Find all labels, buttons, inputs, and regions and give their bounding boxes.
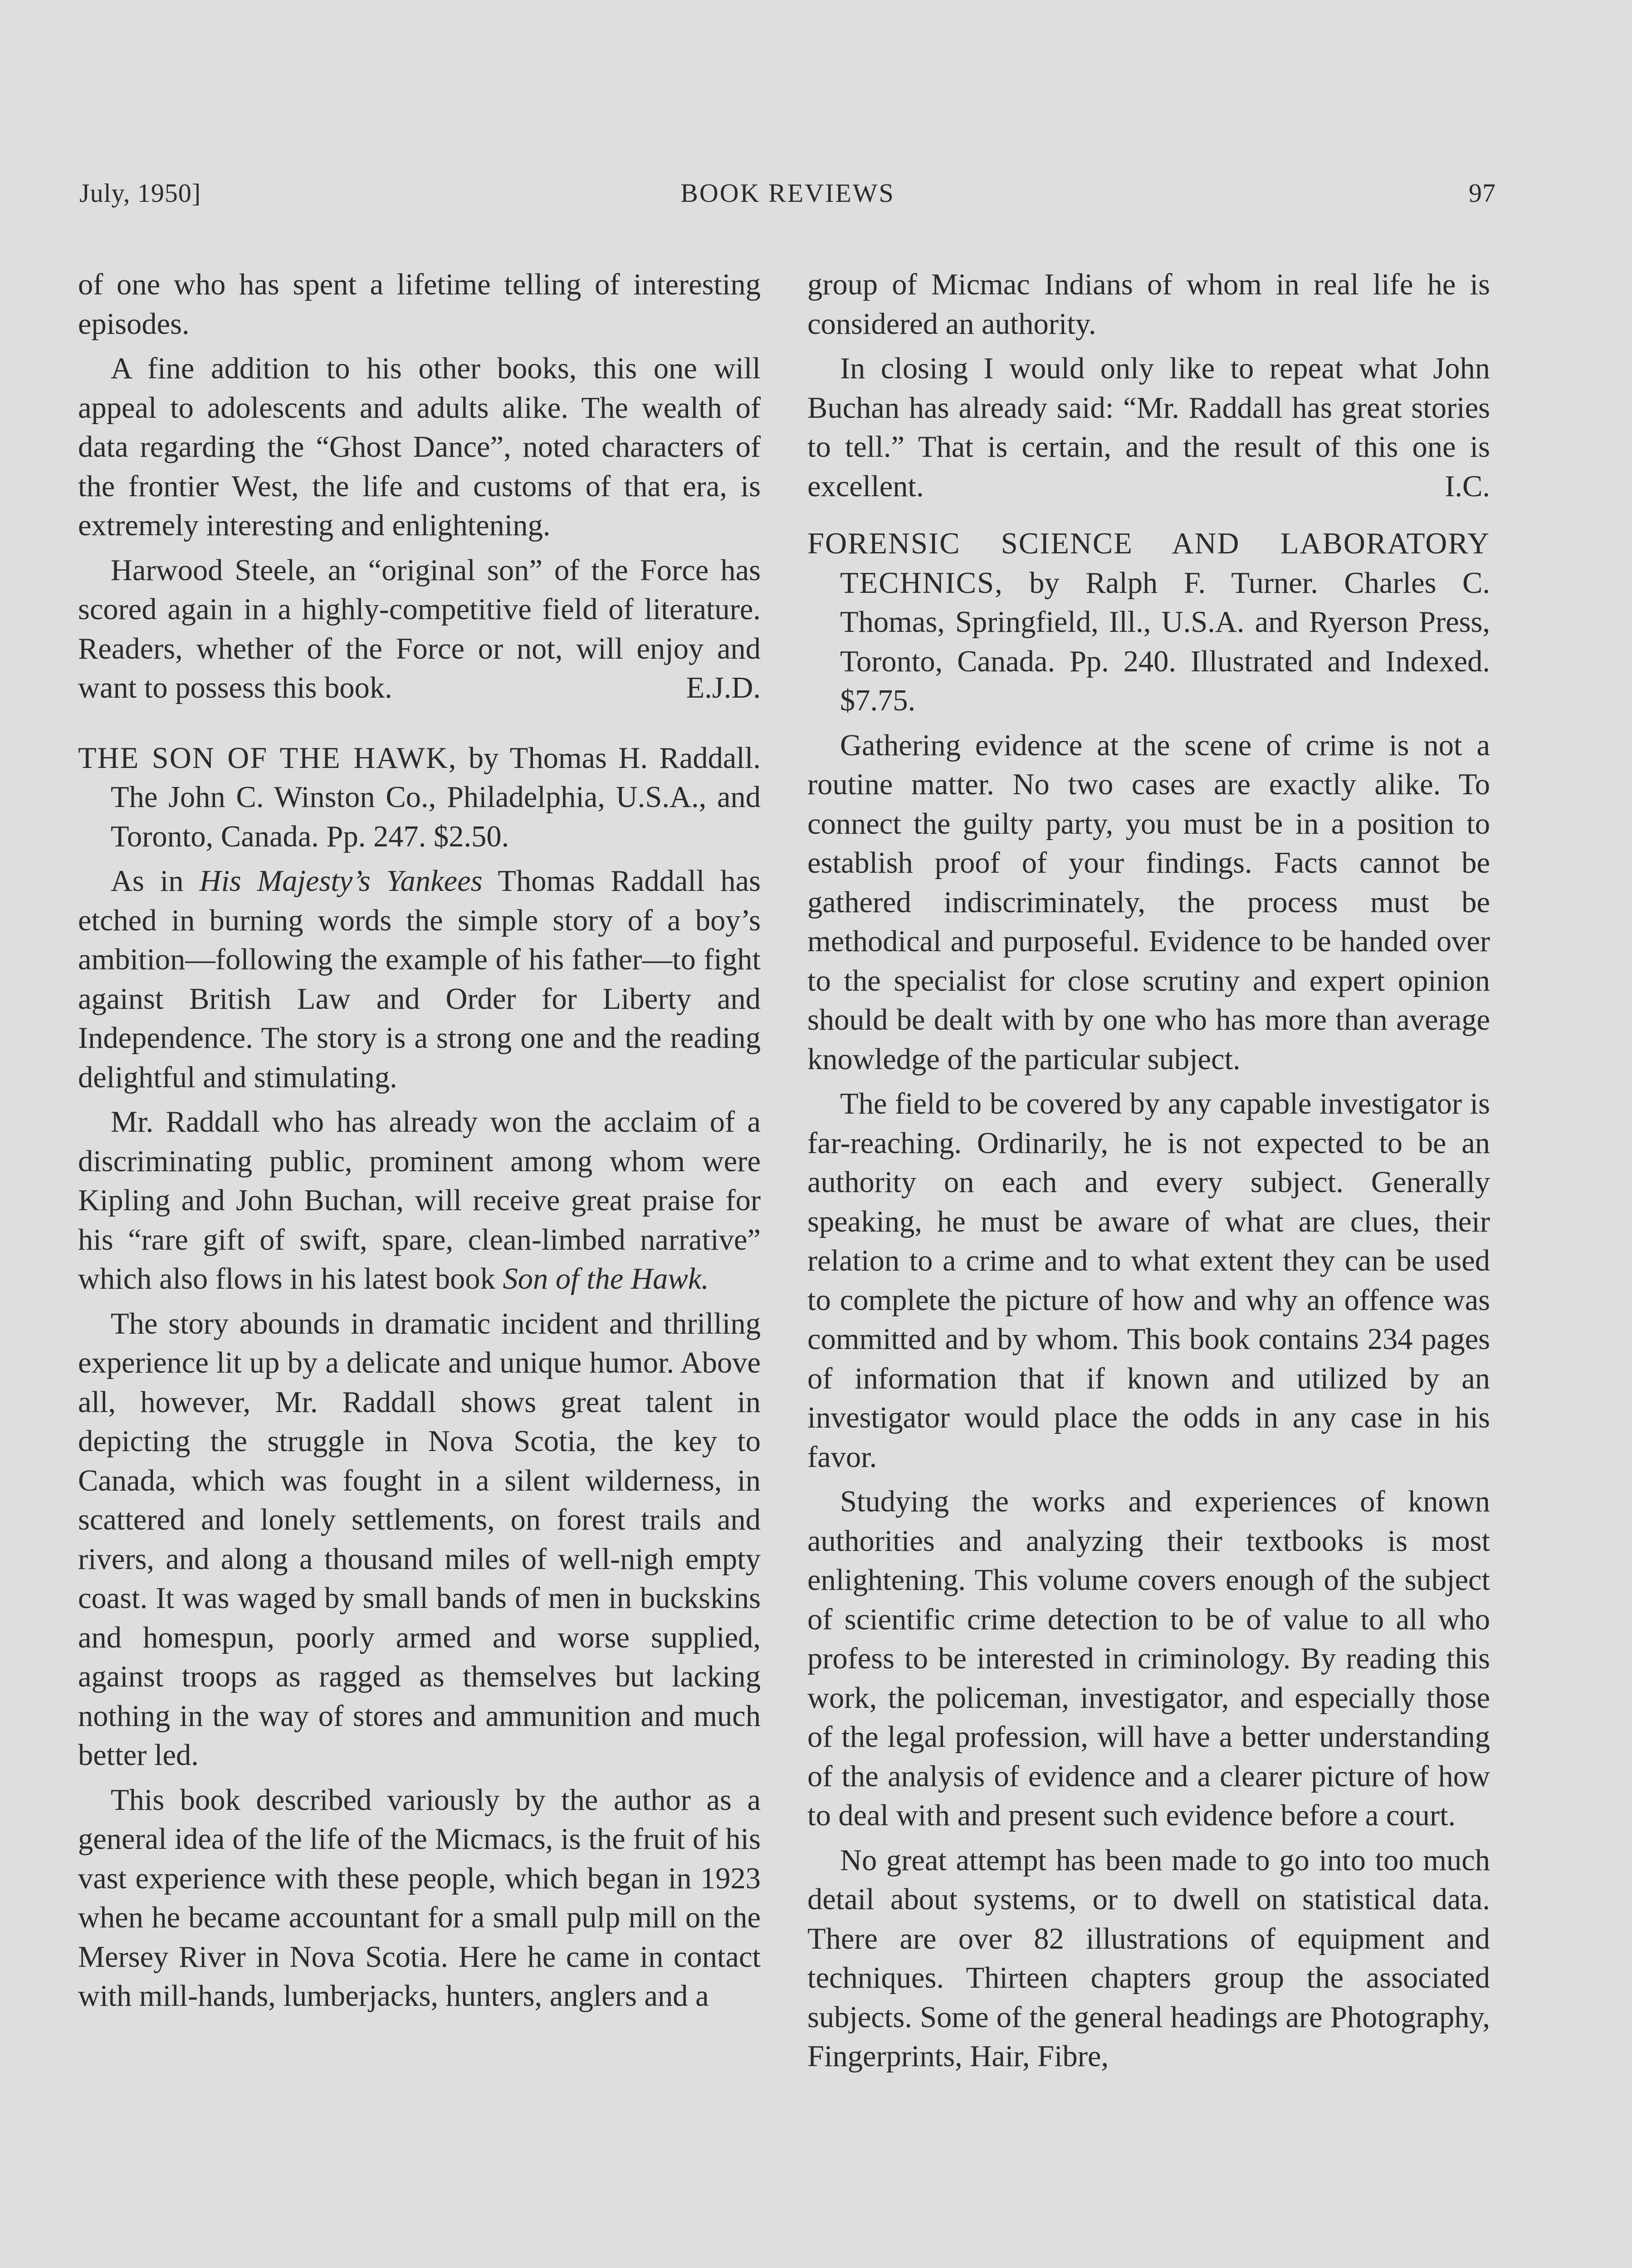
- paragraph: [807, 349, 1490, 506]
- header-date: July, 1950]: [79, 178, 201, 208]
- paragraph-text: Mr. Raddall who has already won the acclaim of a discriminating public, prominent among whom were Kipling and John Buchan, will receive great praise for his “rare gift of swift, spare, clean-limbed narrative” which also flows in his latest book: [78, 1105, 761, 1295]
- paragraph: No great attempt has been made to go into too much detail about systems, or to dwell on statistical data. There are over 82 illustrations of equipment and techniques. Thirteen chapters group the associated subjects. Some of the general headings are Photography, Fingerprints, Hair, Fibre,: [807, 1843, 1490, 2073]
- paragraph-text: In closing I would only like to repeat what John Buchan has already said: “Mr. Raddall has great stories to tell.” That is certain, and the result of this one is excellent.: [807, 352, 1490, 503]
- paragraph: [78, 551, 761, 708]
- reviewer-initials: I.C.: [1445, 469, 1490, 503]
- paragraph: group of Micmac Indians of whom in real life he is considered an authority.: [807, 268, 1490, 341]
- paragraph: of one who has spent a lifetime telling of interesting episodes.: [78, 268, 761, 341]
- right-column: [807, 265, 1490, 2082]
- book-citation: by Thomas H. Raddall. The John C. Winston Co., Philadelphia, U.S.A., and Toronto, Canada. Pp. 247. $2.50.: [111, 741, 761, 853]
- paragraph: [78, 1103, 761, 1299]
- paragraph-text: As in: [111, 865, 184, 898]
- paragraph: The story abounds in dramatic incident and thrilling experience lit up by a delicate and unique humor. Above all, however, Mr. Raddall shows great talent in depicting the struggle in Nova Scotia, the key to Canada, which was fought in a silent wilderness, in scattered and lonely settlements, on forest trails and rivers, and along a thousand miles of well-nigh empty coast. It was waged by small bands of men in buckskins and homespun, poorly armed and worse supplied, against troops as ragged as themselves but lacking nothing in the way of stores and ammunition and much better led.: [78, 1307, 761, 1772]
- paragraph: Studying the works and experiences of known authorities and analyzing their textbooks is most enlightening. This volume covers enough of the subject of scientific crime detection to be of value to all who profess to be interested in criminology. By reading this work, the policeman, investigator, and especially those of the legal profession, will have a better understanding of the analysis of evidence and a clearer picture of how to deal with and present such evidence before a court.: [807, 1485, 1490, 1832]
- paragraph: This book described variously by the author as a general idea of the life of the Micmacs, is the fruit of his vast experience with these people, which began in 1923 when he became accountant for a small pulp mill on the Mersey River in Nova Scotia. Here he came in contact with mill-hands, lumberjacks, hunters, anglers and a: [78, 1783, 761, 2013]
- paragraph: A fine addition to his other books, this one will appeal to adolescents and adults alike. The wealth of data regarding the “Ghost Dance”, noted characters of the frontier West, the life and customs of that era, is extremely interesting and enlightening.: [78, 352, 761, 542]
- review-heading: [807, 524, 1490, 721]
- paragraph: The field to be covered by any capable investigator is far-reaching. Ordinarily, he is not expected to be an authority on each and every subject. Generally speaking, he must be aware of what are clues, their relation to a crime and to what extent they can be used to complete the picture of how and why an offence was committed and by whom. This book contains 234 pages of information that if known and utilized by an investigator would place the odds in any case in his favor.: [807, 1087, 1490, 1474]
- book-citation: by Ralph F. Turner. Charles C. Thomas, Springfield, Ill., U.S.A. and Ryerson Press, Toronto, Canada. Pp. 240. Illustrated and Indexed. $7.75.: [840, 566, 1490, 717]
- book-title: FORENSIC SCIENCE AND LABORATORY TECHNICS,: [807, 527, 1490, 600]
- paragraph-text: Thomas Raddall has etched in burning words the simple story of a boy’s ambition—following the example of his father—to fight against British Law and Order for Liberty and Independence. The story is a strong one and the reading delightful and stimulating.: [78, 865, 761, 1094]
- reviewer-initials: E.J.D.: [686, 671, 761, 704]
- left-column: [78, 265, 761, 2022]
- paragraph: [78, 862, 761, 1097]
- italic-title: His Majesty’s Yankees: [199, 865, 483, 898]
- book-title: THE SON OF THE HAWK,: [78, 741, 457, 775]
- page-number: 97: [1469, 178, 1496, 208]
- header-title: BOOK REVIEWS: [680, 178, 895, 208]
- review-heading: [78, 739, 761, 857]
- italic-title: Son of the Hawk.: [503, 1262, 709, 1295]
- paragraph-text: Harwood Steele, an “original son” of the Force has scored again in a highly-competitive field of literature. Readers, whether of the Force or not, will enjoy and want to possess this book.: [78, 553, 761, 704]
- paragraph: Gathering evidence at the scene of crime is not a routine matter. No two cases are exactly alike. To connect the guilty party, you must be in a position to establish proof of your findings. Facts cannot be gathered indiscriminately, the process must be methodical and purposeful. Evidence to be handed over to the specialist for close scrutiny and expert opinion should be dealt with by one who has more than average knowledge of the particular subject.: [807, 728, 1490, 1076]
- running-header: [79, 178, 1496, 214]
